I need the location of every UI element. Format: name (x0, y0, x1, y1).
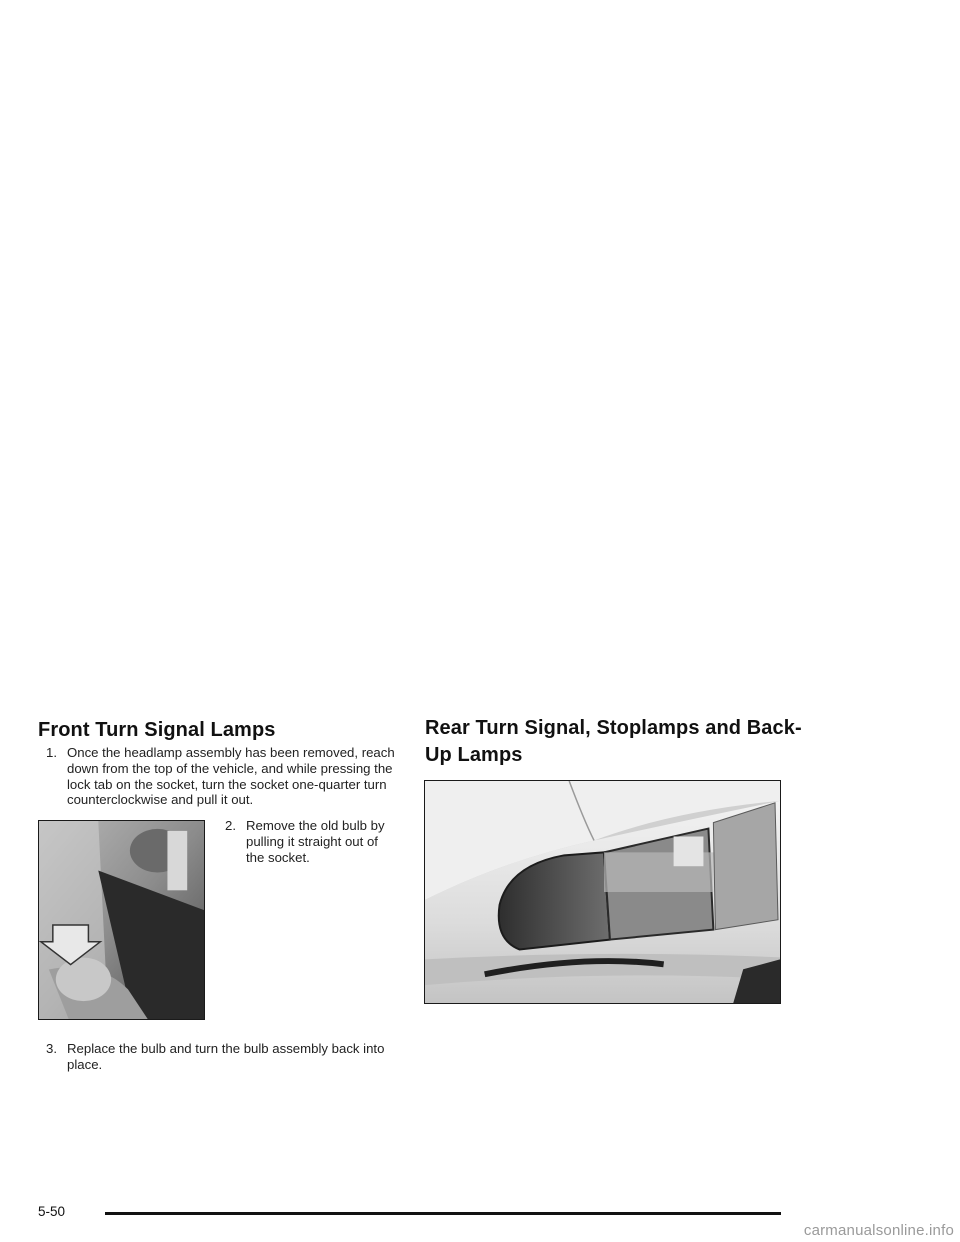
front-turn-signal-heading: Front Turn Signal Lamps (38, 719, 276, 741)
socket-photo (38, 820, 205, 1020)
step-2 (225, 818, 395, 865)
footer-rule (105, 1212, 781, 1215)
step-1 (46, 745, 396, 808)
step-text: Remove the old bulb by pulling it straight out of the socket. (246, 818, 385, 865)
page-number: 5-50 (38, 1204, 66, 1219)
rear-turn-signal-heading: Rear Turn Signal, Stoplamps and Back-Up Lamps (425, 717, 802, 766)
step-text: Replace the bulb and turn the bulb assembly back into place. (67, 1041, 385, 1072)
watermark[interactable]: carmanualsonline.info (803, 1222, 954, 1239)
step-number: 2. (225, 818, 236, 833)
step-number: 1. (46, 745, 57, 760)
step-3 (46, 1041, 396, 1073)
step-number: 3. (46, 1041, 57, 1056)
taillamp-photo (424, 780, 781, 1004)
step-text: Once the headlamp assembly has been removed, reach down from the top of the vehicle, and while pressing the lock tab on the socket, turn the socket one-quarter turn counterclockwise and pull it out. (67, 745, 395, 808)
